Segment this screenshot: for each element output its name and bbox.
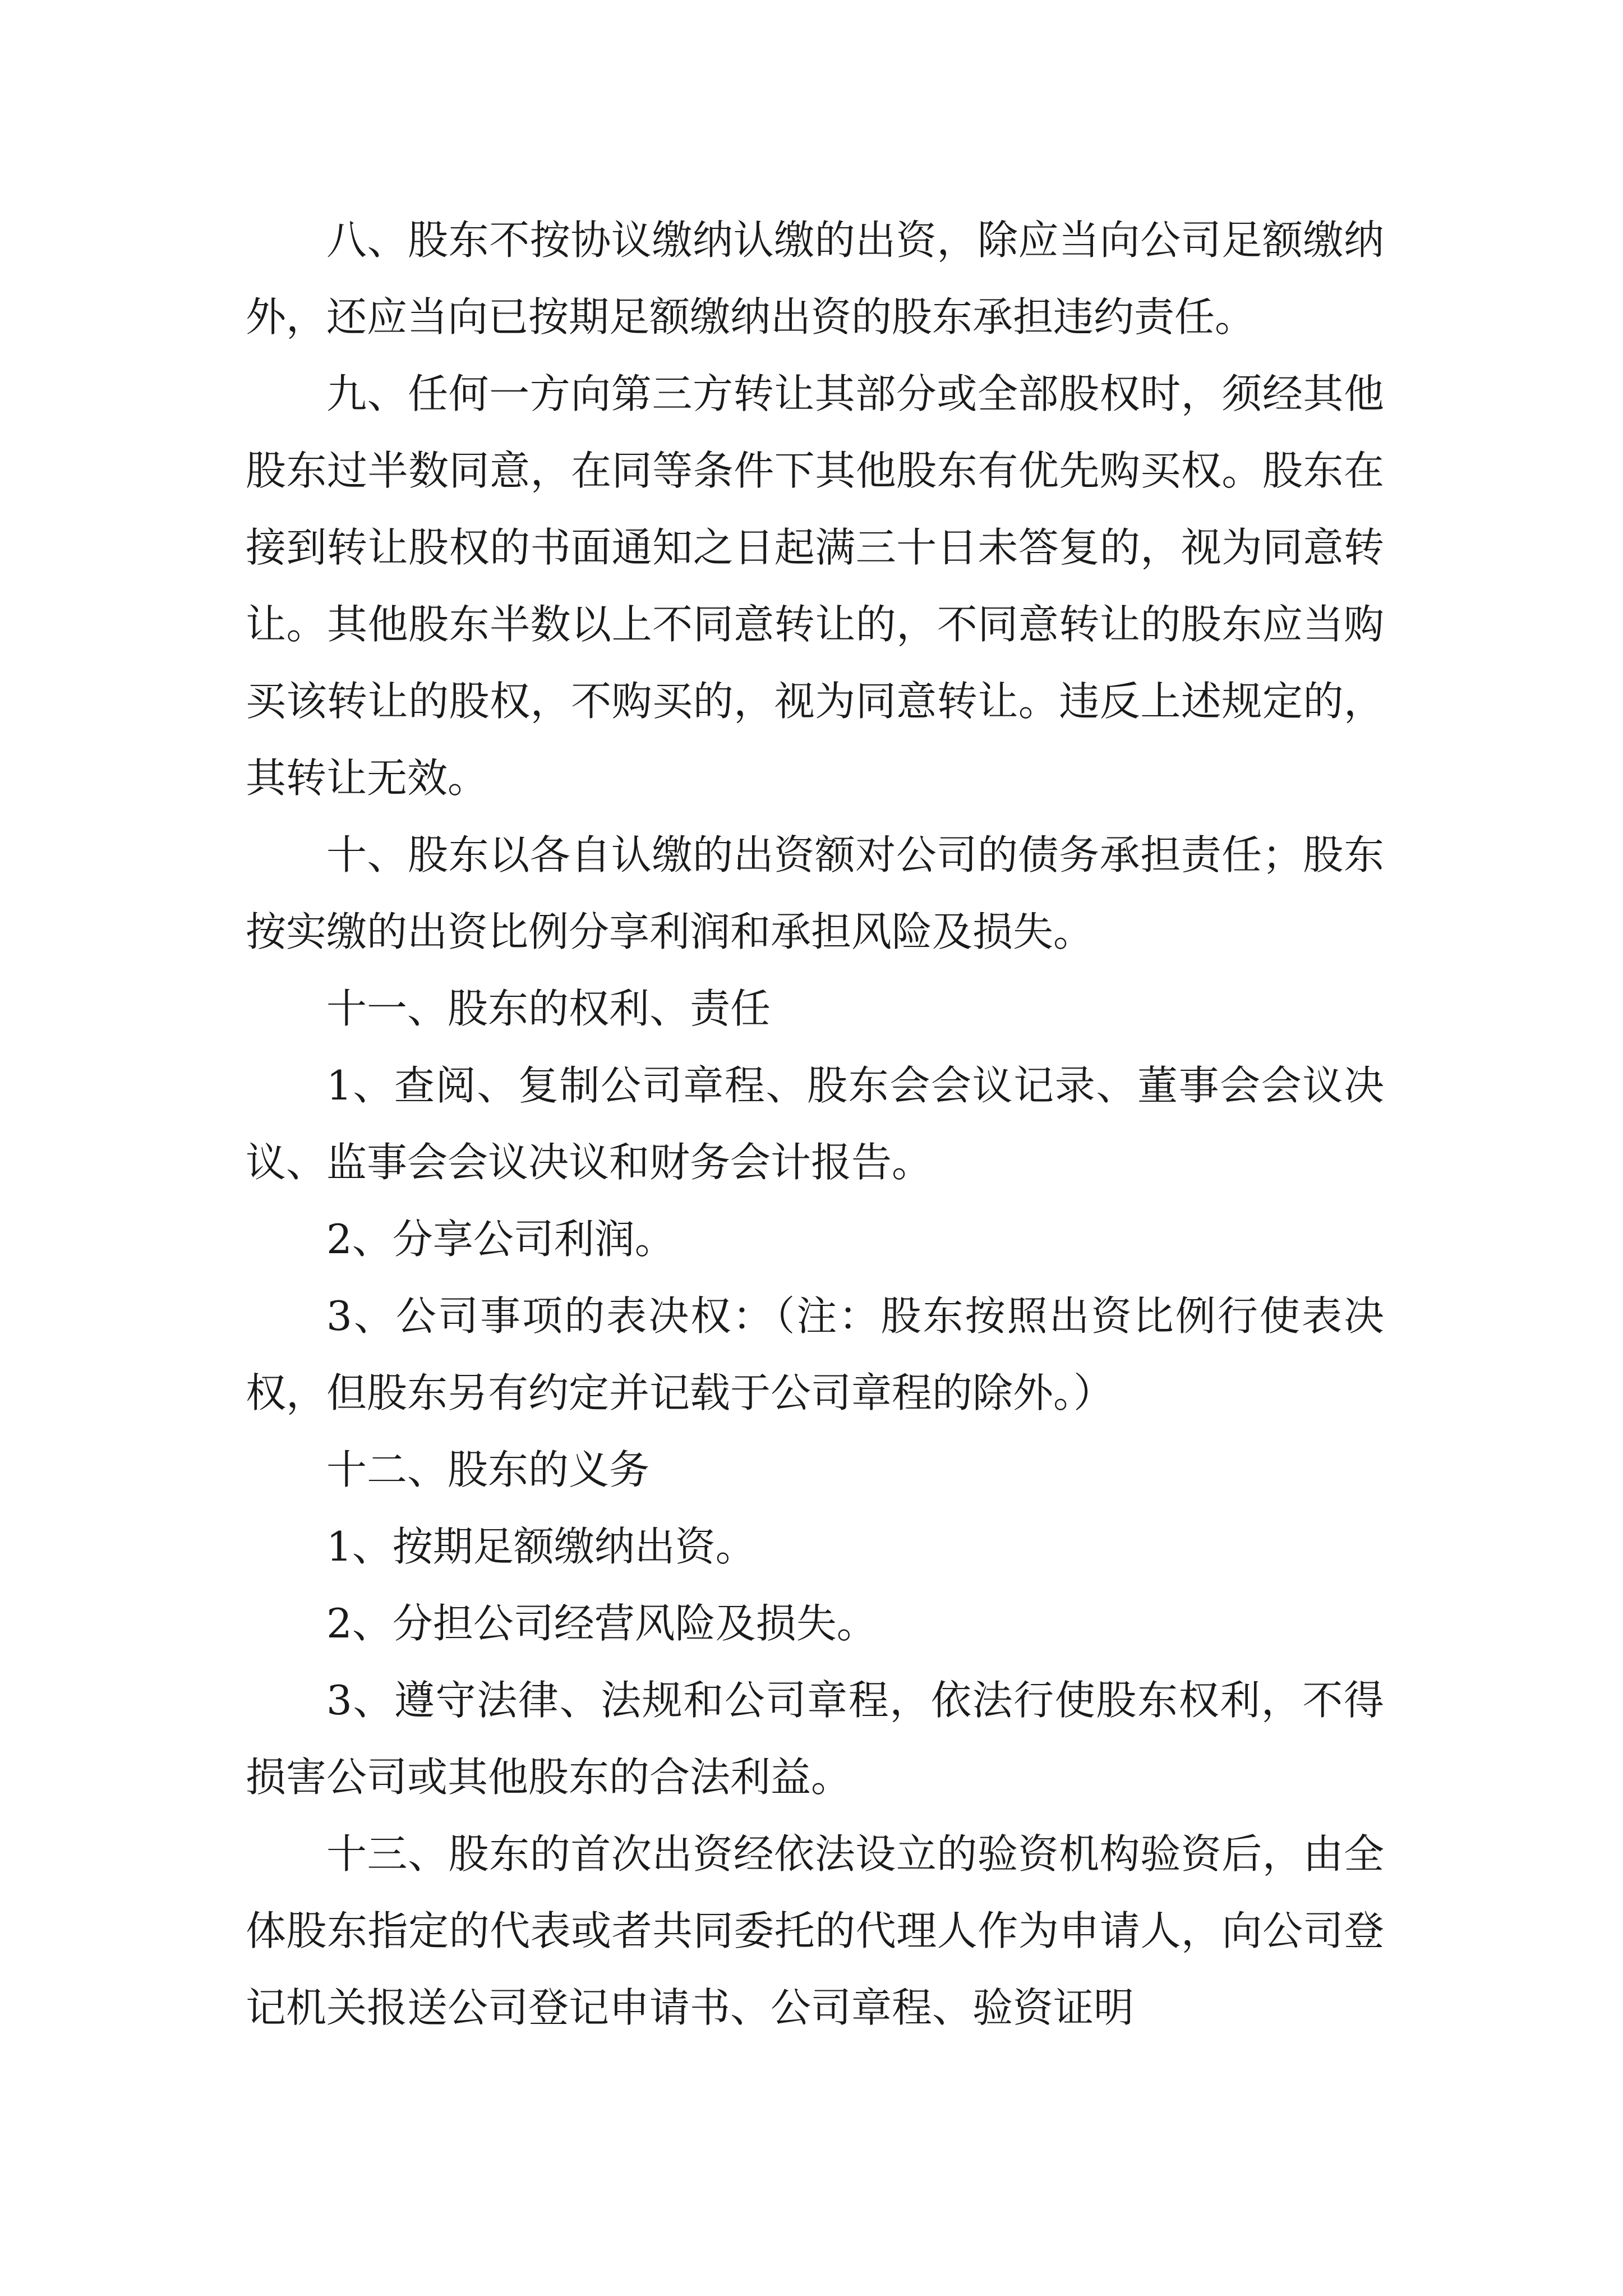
list-item-right-3: 3、公司事项的表决权：（注：股东按照出资比例行使表决权，但股东另有约定并记载于公司章程的除外。） [246, 1292, 1384, 1416]
paragraph-article-8: 八、股东不按协议缴纳认缴的出资，除应当向公司足额缴纳外，还应当向已按期足额缴纳出资的股东承担违约责任。 [246, 217, 1384, 341]
list-item-right-1: 1、查阅、复制公司章程、股东会会议记录、董事会会议决议、监事会会议决议和财务会计报告。 [246, 1062, 1384, 1186]
heading-article-11: 十一、股东的权利、责任 [326, 985, 771, 1032]
list-item-duty-3: 3、遵守法律、法规和公司章程，依法行使股东权利，不得损害公司或其他股东的合法利益。 [246, 1677, 1384, 1801]
list-item-right-2: 2、分享公司利润。 [326, 1216, 675, 1263]
heading-article-12: 十二、股东的义务 [326, 1446, 650, 1493]
paragraph-article-10: 十、股东以各自认缴的出资额对公司的债务承担责任；股东按实缴的出资比例分享利润和承担风险及损失。 [246, 831, 1384, 955]
list-item-duty-2: 2、分担公司经营风险及损失。 [326, 1600, 877, 1647]
paragraph-article-9: 九、任何一方向第三方转让其部分或全部股权时，须经其他股东过半数同意，在同等条件下其他股东有优先购买权。股东在接到转让股权的书面通知之日起满三十日未答复的，视为同意转让。其他股东半数以上不同意转让的，不同意转让的股东应当购买该转让的股权，不购买的，视为同意转让。违反上述规定的，其转让无效。 [246, 370, 1384, 802]
document-body [246, 202, 1384, 2046]
list-item-duty-1: 1、按期足额缴纳出资。 [326, 1523, 756, 1570]
paragraph-article-13: 十三、股东的首次出资经依法设立的验资机构验资后，由全体股东指定的代表或者共同委托的代理人作为申请人，向公司登记机关报送公司登记申请书、公司章程、验资证明 [246, 1830, 1384, 2031]
